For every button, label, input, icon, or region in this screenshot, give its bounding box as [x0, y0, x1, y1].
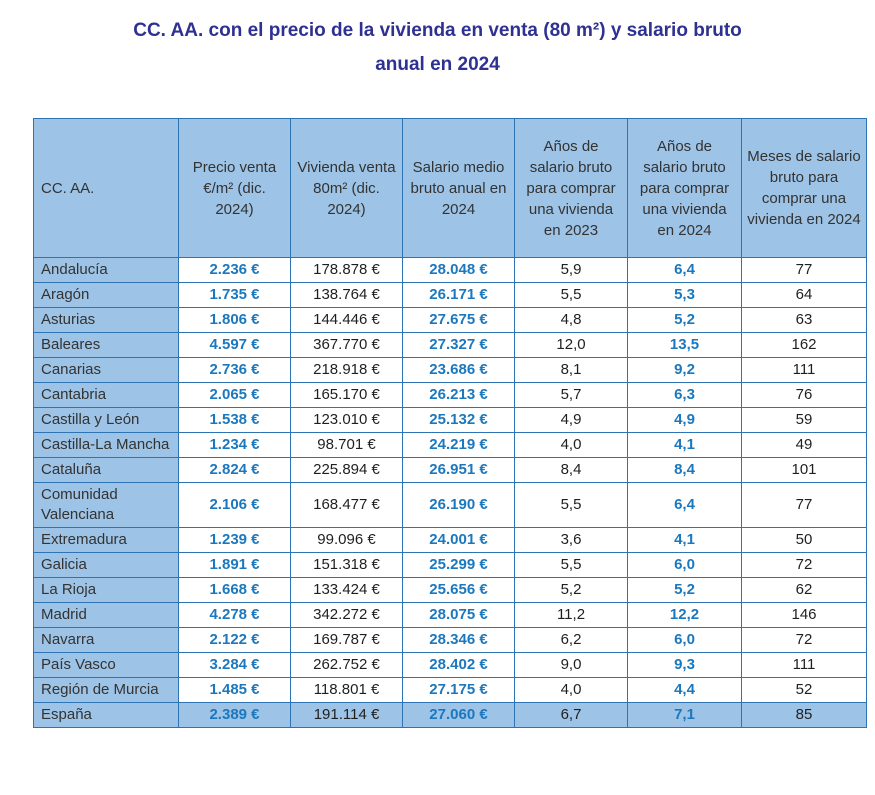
cell-value: 4,4: [628, 678, 742, 703]
cell-value: 24.219 €: [403, 433, 515, 458]
cell-value: 111: [742, 653, 867, 678]
cell-value: 50: [742, 528, 867, 553]
cell-value: 5,2: [515, 578, 628, 603]
table-row: [34, 408, 867, 433]
cell-value: 1.485 €: [179, 678, 291, 703]
cell-value: 98.701 €: [291, 433, 403, 458]
cell-value: 72: [742, 628, 867, 653]
cell-value: 6,0: [628, 628, 742, 653]
cell-value: 12,0: [515, 333, 628, 358]
cell-value: 151.318 €: [291, 553, 403, 578]
cell-value: 52: [742, 678, 867, 703]
cell-value: 26.951 €: [403, 458, 515, 483]
table-row: [34, 628, 867, 653]
cell-value: 367.770 €: [291, 333, 403, 358]
cell-value: 28.048 €: [403, 258, 515, 283]
cell-value: 3.284 €: [179, 653, 291, 678]
table-row: [34, 678, 867, 703]
cell-value: 49: [742, 433, 867, 458]
cell-value: 5,3: [628, 283, 742, 308]
page-title-line-1: CC. AA. con el precio de la vivienda en venta (80 m²) y salario bruto: [133, 20, 742, 41]
cell-value: 85: [742, 703, 867, 728]
cell-value: 1.234 €: [179, 433, 291, 458]
row-label: Cantabria: [34, 383, 179, 408]
cell-value: 101: [742, 458, 867, 483]
cell-value: 3,6: [515, 528, 628, 553]
row-label: Canarias: [34, 358, 179, 383]
cell-value: 4,1: [628, 433, 742, 458]
cell-value: 64: [742, 283, 867, 308]
table-row: [34, 458, 867, 483]
table-body: [34, 258, 867, 728]
table-row: [34, 653, 867, 678]
cell-value: 165.170 €: [291, 383, 403, 408]
column-header: Años de salario bruto para comprar una vivienda en 2024: [628, 119, 742, 258]
cell-value: 13,5: [628, 333, 742, 358]
cell-value: 2.106 €: [179, 483, 291, 528]
cell-value: 4,8: [515, 308, 628, 333]
table-row: [34, 553, 867, 578]
cell-value: 11,2: [515, 603, 628, 628]
cell-value: 2.236 €: [179, 258, 291, 283]
row-label: España: [34, 703, 179, 728]
cell-value: 2.389 €: [179, 703, 291, 728]
cell-value: 6,4: [628, 258, 742, 283]
cell-value: 6,4: [628, 483, 742, 528]
cell-value: 99.096 €: [291, 528, 403, 553]
cell-value: 1.806 €: [179, 308, 291, 333]
cell-value: 9,0: [515, 653, 628, 678]
cell-value: 144.446 €: [291, 308, 403, 333]
column-header: Precio venta €/m² (dic. 2024): [179, 119, 291, 258]
cell-value: 133.424 €: [291, 578, 403, 603]
cell-value: 8,1: [515, 358, 628, 383]
cell-value: 77: [742, 483, 867, 528]
row-label: La Rioja: [34, 578, 179, 603]
cell-value: 1.735 €: [179, 283, 291, 308]
table-row: [34, 283, 867, 308]
row-label: País Vasco: [34, 653, 179, 678]
row-label: Galicia: [34, 553, 179, 578]
cell-value: 28.346 €: [403, 628, 515, 653]
cell-value: 2.122 €: [179, 628, 291, 653]
cell-value: 27.327 €: [403, 333, 515, 358]
cell-value: 2.065 €: [179, 383, 291, 408]
cell-value: 2.824 €: [179, 458, 291, 483]
cell-value: 5,7: [515, 383, 628, 408]
cell-value: 62: [742, 578, 867, 603]
table-row: [34, 483, 867, 528]
cell-value: 123.010 €: [291, 408, 403, 433]
cell-value: 5,5: [515, 553, 628, 578]
cell-value: 4,9: [515, 408, 628, 433]
cell-value: 8,4: [628, 458, 742, 483]
table-row: [34, 578, 867, 603]
cell-value: 4.597 €: [179, 333, 291, 358]
cell-value: 168.477 €: [291, 483, 403, 528]
cell-value: 28.075 €: [403, 603, 515, 628]
cell-value: 169.787 €: [291, 628, 403, 653]
cell-value: 5,2: [628, 308, 742, 333]
cell-value: 76: [742, 383, 867, 408]
cell-value: 6,3: [628, 383, 742, 408]
cell-value: 5,5: [515, 283, 628, 308]
cell-value: 118.801 €: [291, 678, 403, 703]
cell-value: 191.114 €: [291, 703, 403, 728]
table-row: [34, 433, 867, 458]
cell-value: 27.060 €: [403, 703, 515, 728]
column-header: Vivienda venta 80m² (dic. 2024): [291, 119, 403, 258]
cell-value: 27.175 €: [403, 678, 515, 703]
table-row: [34, 603, 867, 628]
cell-value: 1.891 €: [179, 553, 291, 578]
row-label: Castilla y León: [34, 408, 179, 433]
cell-value: 6,2: [515, 628, 628, 653]
cell-value: 25.656 €: [403, 578, 515, 603]
cell-value: 24.001 €: [403, 528, 515, 553]
row-label: Región de Murcia: [34, 678, 179, 703]
cell-value: 9,2: [628, 358, 742, 383]
cell-value: 1.239 €: [179, 528, 291, 553]
cell-value: 26.171 €: [403, 283, 515, 308]
row-label: Asturias: [34, 308, 179, 333]
cell-value: 26.213 €: [403, 383, 515, 408]
cell-value: 4,0: [515, 433, 628, 458]
cell-value: 25.132 €: [403, 408, 515, 433]
header-row: [34, 119, 867, 258]
cell-value: 6,0: [628, 553, 742, 578]
row-label: Cataluña: [34, 458, 179, 483]
table-row: [34, 358, 867, 383]
table-row: [34, 308, 867, 333]
cell-value: 262.752 €: [291, 653, 403, 678]
table-row: [34, 258, 867, 283]
cell-value: 25.299 €: [403, 553, 515, 578]
page-title-line-2: anual en 2024: [375, 54, 500, 75]
row-label: Aragón: [34, 283, 179, 308]
column-header: Años de salario bruto para comprar una vivienda en 2023: [515, 119, 628, 258]
row-label: Andalucía: [34, 258, 179, 283]
cell-value: 2.736 €: [179, 358, 291, 383]
cell-value: 28.402 €: [403, 653, 515, 678]
column-header: Meses de salario bruto para comprar una vivienda en 2024: [742, 119, 867, 258]
cell-value: 5,5: [515, 483, 628, 528]
cell-value: 342.272 €: [291, 603, 403, 628]
row-label: Baleares: [34, 333, 179, 358]
cell-value: 4,1: [628, 528, 742, 553]
cell-value: 27.675 €: [403, 308, 515, 333]
cell-value: 9,3: [628, 653, 742, 678]
data-table: [33, 118, 867, 728]
cell-value: 1.668 €: [179, 578, 291, 603]
cell-value: 5,9: [515, 258, 628, 283]
cell-value: 178.878 €: [291, 258, 403, 283]
cell-value: 7,1: [628, 703, 742, 728]
table-row-total: [34, 703, 867, 728]
cell-value: 6,7: [515, 703, 628, 728]
cell-value: 8,4: [515, 458, 628, 483]
row-label: Castilla-La Mancha: [34, 433, 179, 458]
table-row: [34, 528, 867, 553]
cell-value: 4.278 €: [179, 603, 291, 628]
cell-value: 225.894 €: [291, 458, 403, 483]
cell-value: 162: [742, 333, 867, 358]
table-row: [34, 383, 867, 408]
row-label: Navarra: [34, 628, 179, 653]
row-label: Comunidad Valenciana: [34, 483, 179, 528]
cell-value: 4,0: [515, 678, 628, 703]
cell-value: 138.764 €: [291, 283, 403, 308]
cell-value: 111: [742, 358, 867, 383]
cell-value: 77: [742, 258, 867, 283]
column-header: Salario medio bruto anual en 2024: [403, 119, 515, 258]
cell-value: 59: [742, 408, 867, 433]
cell-value: 23.686 €: [403, 358, 515, 383]
page-title: [78, 14, 798, 82]
cell-value: 5,2: [628, 578, 742, 603]
row-label: Madrid: [34, 603, 179, 628]
cell-value: 218.918 €: [291, 358, 403, 383]
cell-value: 26.190 €: [403, 483, 515, 528]
cell-value: 4,9: [628, 408, 742, 433]
cell-value: 63: [742, 308, 867, 333]
cell-value: 1.538 €: [179, 408, 291, 433]
table-row: [34, 333, 867, 358]
cell-value: 12,2: [628, 603, 742, 628]
row-label: Extremadura: [34, 528, 179, 553]
column-header: CC. AA.: [34, 119, 179, 258]
cell-value: 146: [742, 603, 867, 628]
cell-value: 72: [742, 553, 867, 578]
